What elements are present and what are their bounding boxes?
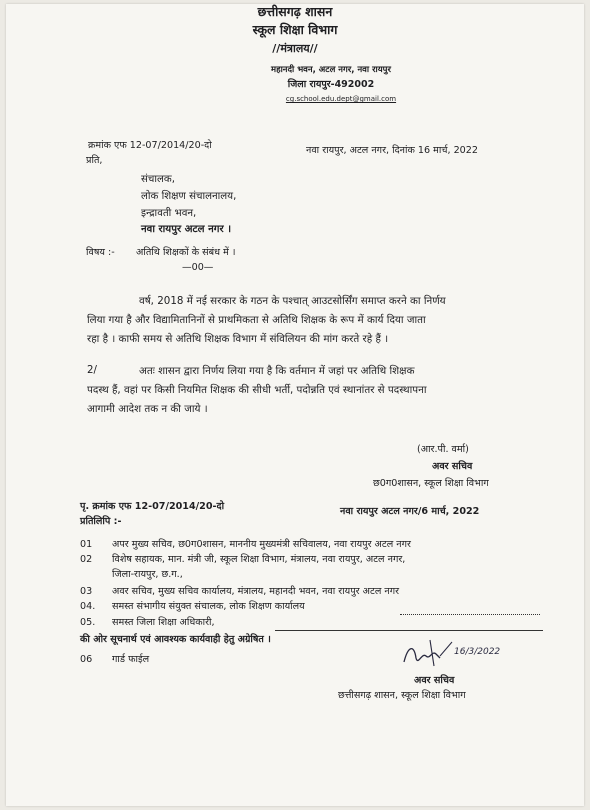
letterhead-govt: छत्तीसगढ़ शासन <box>257 4 333 19</box>
copy-item-number: 05. <box>80 617 96 628</box>
signatory-dept: छ0ग0शासन, स्कूल शिक्षा विभाग <box>373 478 489 489</box>
letter-place-date: नवा रायपुर, अटल नगर, दिनांक 16 मार्च, 2022 <box>306 145 478 156</box>
recipient-line-2: लोक शिक्षण संचालनालय, <box>141 191 237 202</box>
subject-text: अतिथि शिक्षकों के संबंध में । <box>136 247 236 258</box>
copy-item-number: 02 <box>80 554 93 565</box>
recipient-line-1: संचालक, <box>141 174 175 185</box>
endorsement-ref-no: पृ. क्रमांक एफ 12-07/2014/20-दो <box>80 501 225 512</box>
copy-item-text: समस्त जिला शिक्षा अधिकारी, <box>112 617 215 628</box>
paragraph-2 <box>87 362 551 419</box>
endorsement-place-date: नवा रायपुर अटल नगर/6 मार्च, 2022 <box>340 506 480 517</box>
signatory-title: अवर सचिव <box>432 461 473 472</box>
letterhead-email: cg.school.edu.dept@gmail.com <box>285 95 397 103</box>
copy-item-text: अवर सचिव, मुख्य सचिव कार्यालय, मंत्रालय, महानदी भवन, नवा रायपुर अटल नगर <box>112 586 400 597</box>
signatory-name: (आर.पी. वर्मा) <box>417 444 469 455</box>
letterhead-ministry: //मंत्रालय// <box>272 42 318 55</box>
letter-to-label: प्रति, <box>86 155 103 166</box>
copy-item-number: 01 <box>80 539 93 550</box>
recipient-line-4: नवा रायपुर अटल नगर । <box>141 224 232 235</box>
copy-item-text: विशेष सहायक, मान. मंत्री जी, स्कूल शिक्षा विभाग, मंत्रालय, नवा रायपुर, अटल नगर, <box>112 554 406 565</box>
paragraph-2-line: अतः शासन द्वारा निर्णय लिया गया है कि वर्तमान में जहां पर अतिथि शिक्षक <box>139 365 415 377</box>
copy-item-text: अपर मुख्य सचिव, छ0ग0शासन, माननीय मुख्यमंत्री सचिवालय, नवा रायपुर अटल नगर <box>112 539 411 550</box>
signature-date-note: 16/3/2022 <box>454 647 501 657</box>
copy-item-text: गार्ड फाईल <box>112 654 150 665</box>
copy-item-text: जिला-रायपुर, छ.ग., <box>112 569 183 580</box>
paragraph-2-line: पदस्थ हैं, वहां पर किसी नियमित शिक्षक की सीधी भर्ती, पदोन्नति एवं स्थानांतर से पदस्थापना <box>87 384 427 396</box>
letterhead-district: जिला रायपुर-492002 <box>287 79 375 90</box>
paragraph-2-number: 2/ <box>87 365 97 376</box>
paragraph-1 <box>87 292 551 349</box>
paragraph-1-line: लिया गया है और विद्यामितानिनों से प्राथमिकता से अतिथि शिक्षक के रूप में कार्य दिया जाता <box>87 314 426 326</box>
blank-dotted-line <box>400 614 540 615</box>
letterhead-department: स्कूल शिक्षा विभाग <box>252 22 338 37</box>
copy-item-text: समस्त संभागीय संयुक्त संचालक, लोक शिक्षण कार्यालय <box>112 601 305 612</box>
copy-item-number: 06 <box>80 654 93 665</box>
paragraph-1-line: वर्ष, 2018 में नई सरकार के गठन के पश्चात् आउटसोर्सिंग समाप्त करने का निर्णय <box>139 295 446 307</box>
letterhead-address: महानदी भवन, अटल नगर, नवा रायपुर <box>271 65 391 75</box>
paragraph-2-line: आगामी आदेश तक न की जाये । <box>87 403 208 415</box>
subject-separator: —00— <box>182 262 214 273</box>
subject-label: विषय :- <box>86 247 115 258</box>
endorsement-signatory-title: अवर सचिव <box>414 675 455 686</box>
closing-line: की ओर सूचनार्थ एवं आवश्यक कार्यवाही हेतु अग्रेषित । <box>80 634 271 645</box>
copy-item-number: 04. <box>80 601 96 612</box>
recipient-line-3: इन्द्रावती भवन, <box>141 208 197 219</box>
endorsement-signatory-dept: छत्तीसगढ़ शासन, स्कूल शिक्षा विभाग <box>338 690 466 701</box>
handwritten-signature <box>400 632 518 672</box>
blank-solid-line <box>275 630 543 631</box>
letter-ref-no: क्रमांक एफ 12-07/2014/20-दो <box>88 140 212 151</box>
copy-label: प्रतिलिपि :- <box>80 516 122 527</box>
paragraph-1-line: रहा है । काफी समय से अतिथि शिक्षक विभाग में संविलियन की मांग करते रहे हैं । <box>87 333 389 345</box>
copy-item-number: 03 <box>80 586 93 597</box>
